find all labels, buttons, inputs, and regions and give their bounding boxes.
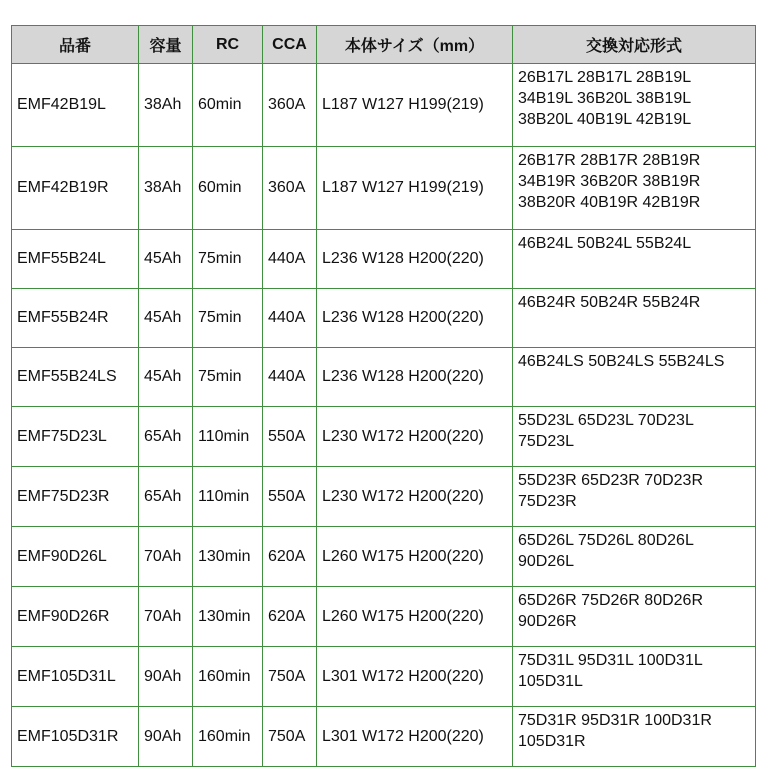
cell-size: L187 W127 H199(219) [317, 64, 513, 147]
table-row [12, 407, 756, 467]
cell-rc: 75min [193, 348, 263, 407]
cell-cca: 750A [263, 647, 317, 707]
header-size: 本体サイズ（mm） [317, 26, 513, 64]
cell-model: EMF55B24LS [12, 348, 139, 407]
header-cca: CCA [263, 26, 317, 64]
compat-line: 65D26R 75D26R 80D26R [518, 592, 703, 609]
cell-size: L230 W172 H200(220) [317, 467, 513, 527]
cell-capacity: 90Ah [139, 647, 193, 707]
cell-compat [513, 707, 756, 767]
cell-capacity: 45Ah [139, 289, 193, 348]
table-row [12, 147, 756, 230]
cell-model: EMF105D31R [12, 707, 139, 767]
cell-rc: 160min [193, 647, 263, 707]
cell-rc: 60min [193, 64, 263, 147]
cell-size: L236 W128 H200(220) [317, 348, 513, 407]
compat-line: 75D23R [518, 493, 577, 510]
compat-line: 65D26L 75D26L 80D26L [518, 532, 694, 549]
cell-size: L301 W172 H200(220) [317, 707, 513, 767]
cell-compat [513, 289, 756, 348]
table-row [12, 647, 756, 707]
compat-line: 34B19L 36B20L 38B19L [518, 90, 692, 107]
table-row [12, 230, 756, 289]
cell-size: L187 W127 H199(219) [317, 147, 513, 230]
header-model: 品番 [12, 26, 139, 64]
cell-compat [513, 467, 756, 527]
cell-cca: 440A [263, 289, 317, 348]
cell-model: EMF55B24L [12, 230, 139, 289]
cell-compat [513, 64, 756, 147]
table-row [12, 587, 756, 647]
cell-model: EMF75D23L [12, 407, 139, 467]
compat-line: 26B17L 28B17L 28B19L [518, 69, 692, 86]
header-compat: 交換対応形式 [513, 26, 756, 64]
table-row [12, 707, 756, 767]
cell-cca: 360A [263, 147, 317, 230]
compat-line: 90D26R [518, 613, 577, 630]
cell-model: EMF55B24R [12, 289, 139, 348]
cell-model: EMF105D31L [12, 647, 139, 707]
compat-line: 38B20L 40B19L 42B19L [518, 111, 692, 128]
compat-line: 55D23R 65D23R 70D23R [518, 472, 703, 489]
header-capacity: 容量 [139, 26, 193, 64]
cell-cca: 440A [263, 348, 317, 407]
cell-compat [513, 147, 756, 230]
cell-compat [513, 527, 756, 587]
cell-compat [513, 587, 756, 647]
cell-cca: 440A [263, 230, 317, 289]
cell-model: EMF42B19R [12, 147, 139, 230]
cell-model: EMF90D26R [12, 587, 139, 647]
cell-capacity: 90Ah [139, 707, 193, 767]
cell-capacity: 70Ah [139, 527, 193, 587]
table-row [12, 348, 756, 407]
cell-rc: 60min [193, 147, 263, 230]
cell-cca: 360A [263, 64, 317, 147]
cell-cca: 550A [263, 467, 317, 527]
cell-size: L236 W128 H200(220) [317, 230, 513, 289]
cell-compat [513, 348, 756, 407]
compat-line: 46B24LS 50B24LS 55B24LS [518, 353, 725, 370]
compat-line: 75D23L [518, 433, 575, 450]
cell-capacity: 38Ah [139, 147, 193, 230]
cell-size: L230 W172 H200(220) [317, 407, 513, 467]
compat-line: 46B24R 50B24R 55B24R [518, 294, 701, 311]
cell-compat [513, 230, 756, 289]
compat-line: 105D31L [518, 673, 583, 690]
table-row [12, 527, 756, 587]
cell-capacity: 45Ah [139, 348, 193, 407]
cell-rc: 160min [193, 707, 263, 767]
cell-rc: 75min [193, 289, 263, 348]
cell-size: L260 W175 H200(220) [317, 527, 513, 587]
cell-cca: 620A [263, 527, 317, 587]
compat-line: 75D31L 95D31L 100D31L [518, 652, 703, 669]
cell-cca: 550A [263, 407, 317, 467]
cell-rc: 110min [193, 407, 263, 467]
compat-line: 38B20R 40B19R 42B19R [518, 194, 701, 211]
compat-line: 55D23L 65D23L 70D23L [518, 412, 694, 429]
cell-cca: 750A [263, 707, 317, 767]
cell-size: L301 W172 H200(220) [317, 647, 513, 707]
cell-compat [513, 407, 756, 467]
cell-compat [513, 647, 756, 707]
cell-model: EMF75D23R [12, 467, 139, 527]
cell-cca: 620A [263, 587, 317, 647]
cell-size: L260 W175 H200(220) [317, 587, 513, 647]
cell-capacity: 70Ah [139, 587, 193, 647]
cell-capacity: 65Ah [139, 467, 193, 527]
cell-rc: 110min [193, 467, 263, 527]
cell-rc: 130min [193, 587, 263, 647]
compat-line: 34B19R 36B20R 38B19R [518, 173, 701, 190]
cell-rc: 130min [193, 527, 263, 587]
compat-line: 90D26L [518, 553, 575, 570]
compat-line: 75D31R 95D31R 100D31R [518, 712, 712, 729]
header-rc: RC [193, 26, 263, 64]
cell-rc: 75min [193, 230, 263, 289]
table-row [12, 64, 756, 147]
compat-line: 26B17R 28B17R 28B19R [518, 152, 701, 169]
table-row [12, 467, 756, 527]
cell-size: L236 W128 H200(220) [317, 289, 513, 348]
cell-model: EMF42B19L [12, 64, 139, 147]
cell-capacity: 65Ah [139, 407, 193, 467]
table-row [12, 289, 756, 348]
battery-spec-table [11, 25, 756, 767]
cell-capacity: 38Ah [139, 64, 193, 147]
compat-line: 46B24L 50B24L 55B24L [518, 235, 692, 252]
cell-model: EMF90D26L [12, 527, 139, 587]
cell-capacity: 45Ah [139, 230, 193, 289]
compat-line: 105D31R [518, 733, 586, 750]
header-row [12, 26, 756, 64]
